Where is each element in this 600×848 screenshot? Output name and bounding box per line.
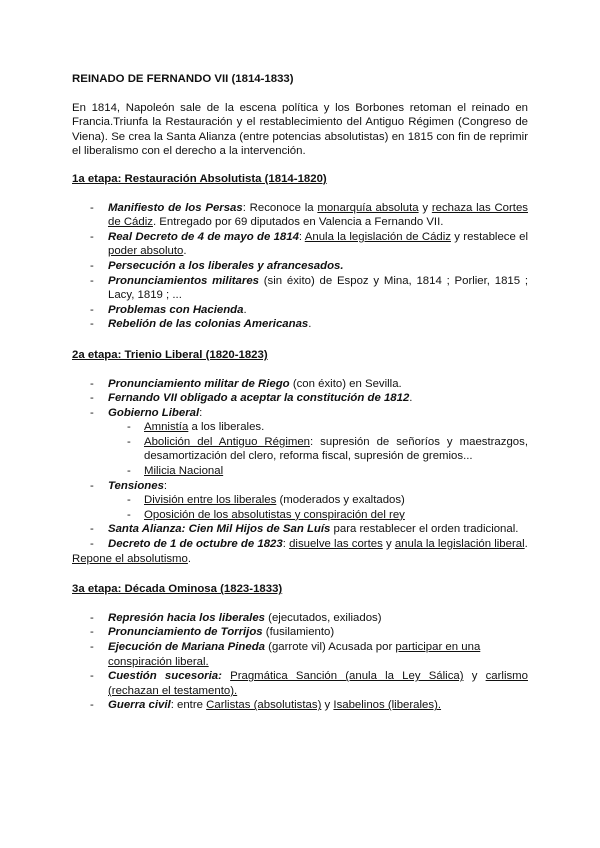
section-2-list bbox=[72, 377, 528, 567]
sub-list bbox=[108, 420, 528, 478]
list-item: - Real Decreto de 4 de mayo de 1814: Anula la legislación de Cádiz y restablece el poder absoluto. bbox=[72, 230, 528, 259]
list-item: - Problemas con Hacienda. bbox=[72, 303, 528, 318]
sub-list-item: - Milicia Nacional bbox=[108, 464, 528, 479]
list-item: - Represión hacia los liberales (ejecutados, exiliados) bbox=[72, 611, 528, 626]
list-item: - Cuestión sucesoria: Pragmática Sanción (anula la Ley Sálica) y carlismo (rechazan el testamento). bbox=[72, 669, 528, 698]
list-item: - Pronunciamientos militares (sin éxito) de Espoz y Mina, 1814 ; Porlier, 1815 ; Lacy, 1819 ; ... bbox=[72, 274, 528, 303]
section-2-heading: 2a etapa: Trienio Liberal (1820-1823) bbox=[72, 348, 268, 361]
list-item: - Decreto de 1 de octubre de 1823: disuelve las cortes y anula la legislación liberal. Repone el absolutismo. bbox=[72, 537, 528, 566]
item-bold: Manifiesto de los Persas bbox=[108, 201, 243, 214]
list-item: - Gobierno Liberal: - Amnistía a los liberales. - Abolición del Antiguo Régimen: supresión de señoríos y maestrazgos, desamortización del clero, reforma fiscal, supresión de gremios... - Milicia Nacional bbox=[72, 406, 528, 479]
list-item: - Manifiesto de los Persas: Reconoce la monarquía absoluta y rechaza las Cortes de Cádiz. Entregado por 69 diputados en Valencia a Fernando VII. bbox=[72, 201, 528, 230]
list-item: - Ejecución de Mariana Pineda (garrote vil) Acusada por participar en una conspiración liberal. bbox=[72, 640, 528, 669]
section-3-heading: 3a etapa: Década Ominosa (1823-1833) bbox=[72, 583, 283, 596]
list-item: - Pronunciamiento de Torrijos (fusilamiento) bbox=[72, 625, 528, 640]
list-item: - Persecución a los liberales y afrancesados. bbox=[72, 259, 528, 274]
list-item: - Rebelión de las colonias Americanas. bbox=[72, 317, 528, 332]
list-item: - Santa Alianza: Cien Mil Hijos de San Luís para restablecer el orden tradicional. bbox=[72, 522, 528, 537]
list-item: - Guerra civil: entre Carlistas (absolutistas) y Isabelinos (liberales). bbox=[72, 698, 528, 713]
sub-list-item: - División entre los liberales (moderados y exaltados) bbox=[108, 493, 528, 508]
section-1-list bbox=[72, 201, 528, 332]
sub-list-item: - Amnistía a los liberales. bbox=[108, 420, 528, 435]
list-item: - Fernando VII obligado a aceptar la constitución de 1812. bbox=[72, 391, 528, 406]
section-1-heading: 1a etapa: Restauración Absolutista (1814-1820) bbox=[72, 172, 327, 185]
document-page bbox=[72, 72, 528, 713]
section-3-list bbox=[72, 611, 528, 713]
sub-list-item: - Abolición del Antiguo Régimen: supresión de señoríos y maestrazgos, desamortización del clero, reforma fiscal, supresión de gremios... bbox=[108, 435, 528, 464]
document-title: REINADO DE FERNANDO VII (1814-1833) bbox=[72, 73, 294, 85]
sub-list bbox=[108, 493, 528, 522]
list-item: - Pronunciamiento militar de Riego (con éxito) en Sevilla. bbox=[72, 377, 528, 392]
list-item: - Tensiones: - División entre los liberales (moderados y exaltados) - Oposición de los absolutistas y conspiración del rey bbox=[72, 479, 528, 523]
intro-paragraph: En 1814, Napoleón sale de la escena política y los Borbones retoman el reinado en Francia.Triunfa la Restauración y el restablecimiento del Antiguo Régimen (Congreso de Viena). Se crea la Santa Alianza (entre potencias absolutistas) en 1815 con fin de reprimir el liberalismo con el derecho a la intervención. bbox=[72, 101, 528, 158]
sub-list-item: - Oposición de los absolutistas y conspiración del rey bbox=[108, 508, 528, 523]
